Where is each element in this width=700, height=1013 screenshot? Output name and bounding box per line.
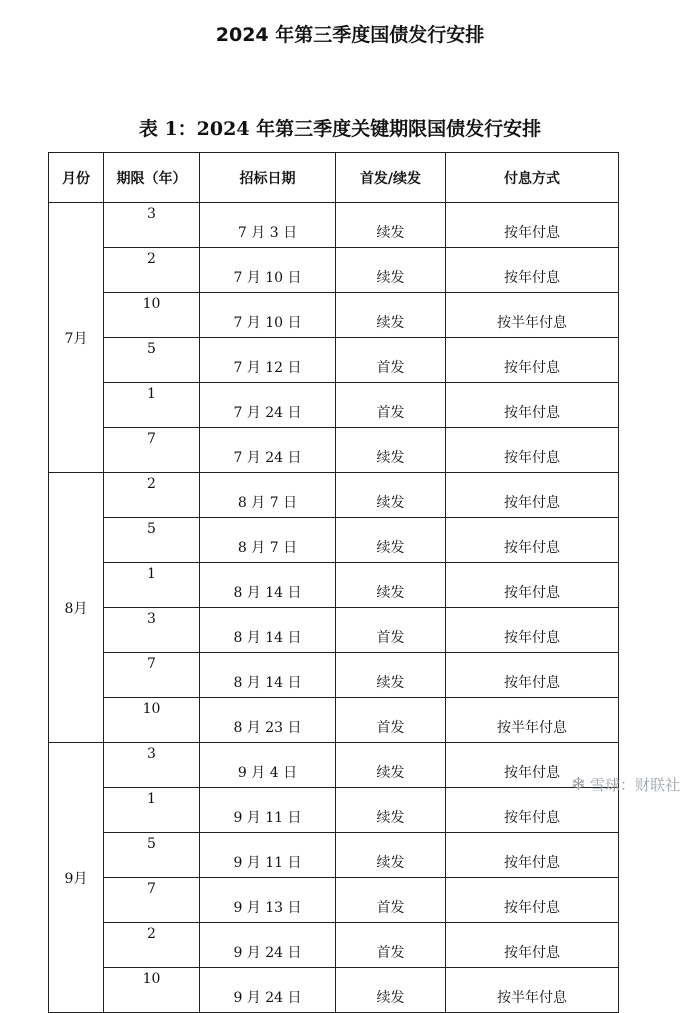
issue-type-cell: 续发 (336, 743, 446, 788)
auction-date-cell: 7 月 3 日 (200, 203, 336, 248)
month-cell: 8月 (49, 473, 104, 743)
auction-date-cell: 9 月 24 日 (200, 923, 336, 968)
term-cell: 3 (104, 743, 200, 788)
watermark (571, 774, 680, 795)
term-cell: 7 (104, 653, 200, 698)
table-row (49, 608, 619, 653)
term-cell: 7 (104, 428, 200, 473)
table-row (49, 923, 619, 968)
interest-method-cell: 按年付息 (446, 608, 619, 653)
auction-date-cell: 8 月 14 日 (200, 653, 336, 698)
auction-date-cell: 8 月 14 日 (200, 563, 336, 608)
table-title: 表 1：2024 年第三季度关键期限国债发行安排 (138, 118, 542, 140)
auction-date-cell: 8 月 23 日 (200, 698, 336, 743)
table-row (49, 968, 619, 1013)
term-cell: 2 (104, 923, 200, 968)
bond-issuance-table (48, 152, 619, 1013)
interest-method-cell: 按年付息 (446, 878, 619, 923)
term-cell: 5 (104, 338, 200, 383)
term-cell: 1 (104, 383, 200, 428)
auction-date-cell: 7 月 12 日 (200, 338, 336, 383)
auction-date-cell: 8 月 14 日 (200, 608, 336, 653)
issue-type-cell: 首发 (336, 338, 446, 383)
auction-date-cell: 9 月 4 日 (200, 743, 336, 788)
table-row (49, 563, 619, 608)
term-cell: 2 (104, 473, 200, 518)
interest-method-cell: 按年付息 (446, 338, 619, 383)
issue-type-cell: 首发 (336, 383, 446, 428)
header-month: 月份 (49, 153, 104, 203)
issue-type-cell: 续发 (336, 563, 446, 608)
term-cell: 5 (104, 833, 200, 878)
auction-date-cell: 9 月 11 日 (200, 788, 336, 833)
issue-type-cell: 续发 (336, 788, 446, 833)
interest-method-cell: 按年付息 (446, 518, 619, 563)
interest-method-cell: 按年付息 (446, 563, 619, 608)
table-row (49, 383, 619, 428)
auction-date-cell: 9 月 11 日 (200, 833, 336, 878)
term-cell: 3 (104, 203, 200, 248)
table-row (49, 788, 619, 833)
term-cell: 10 (104, 968, 200, 1013)
term-cell: 2 (104, 248, 200, 293)
issue-type-cell: 续发 (336, 203, 446, 248)
term-cell: 5 (104, 518, 200, 563)
issue-type-cell: 首发 (336, 923, 446, 968)
issue-type-cell: 续发 (336, 653, 446, 698)
interest-method-cell: 按半年付息 (446, 698, 619, 743)
header-issue-type: 首发/续发 (336, 153, 446, 203)
interest-method-cell: 按年付息 (446, 743, 619, 788)
term-cell: 3 (104, 608, 200, 653)
table-body (49, 203, 619, 1013)
interest-method-cell: 按半年付息 (446, 968, 619, 1013)
issue-type-cell: 首发 (336, 608, 446, 653)
auction-date-cell: 7 月 10 日 (200, 293, 336, 338)
table-row (49, 698, 619, 743)
term-cell: 1 (104, 788, 200, 833)
snowball-icon: ❄ (570, 774, 586, 795)
table-row (49, 473, 619, 518)
issue-type-cell: 续发 (336, 833, 446, 878)
table-row (49, 743, 619, 788)
table-row (49, 293, 619, 338)
interest-method-cell: 按半年付息 (446, 293, 619, 338)
interest-method-cell: 按年付息 (446, 833, 619, 878)
month-cell: 7月 (49, 203, 104, 473)
table-row (49, 833, 619, 878)
table-row (49, 518, 619, 563)
header-auction-date: 招标日期 (200, 153, 336, 203)
month-cell: 9月 (49, 743, 104, 1013)
interest-method-cell: 按年付息 (446, 653, 619, 698)
auction-date-cell: 7 月 24 日 (200, 428, 336, 473)
issue-type-cell: 续发 (336, 473, 446, 518)
interest-method-cell: 按年付息 (446, 383, 619, 428)
term-cell: 1 (104, 563, 200, 608)
issue-type-cell: 首发 (336, 878, 446, 923)
table-row (49, 878, 619, 923)
term-cell: 10 (104, 293, 200, 338)
auction-date-cell: 9 月 13 日 (200, 878, 336, 923)
auction-date-cell: 9 月 24 日 (200, 968, 336, 1013)
term-cell: 10 (104, 698, 200, 743)
interest-method-cell: 按年付息 (446, 788, 619, 833)
watermark-text: 雪球：财联社 (589, 776, 680, 794)
interest-method-cell: 按年付息 (446, 248, 619, 293)
table-header-row (49, 153, 619, 203)
issue-type-cell: 续发 (336, 518, 446, 563)
table-row (49, 338, 619, 383)
interest-method-cell: 按年付息 (446, 473, 619, 518)
issue-type-cell: 续发 (336, 248, 446, 293)
issue-type-cell: 续发 (336, 293, 446, 338)
table-row (49, 653, 619, 698)
auction-date-cell: 7 月 10 日 (200, 248, 336, 293)
interest-method-cell: 按年付息 (446, 203, 619, 248)
document-title: 2024 年第三季度国债发行安排 (215, 24, 485, 46)
table-row (49, 248, 619, 293)
table-row (49, 428, 619, 473)
interest-method-cell: 按年付息 (446, 923, 619, 968)
auction-date-cell: 8 月 7 日 (200, 518, 336, 563)
table-row (49, 203, 619, 248)
issue-type-cell: 续发 (336, 968, 446, 1013)
header-term: 期限（年） (104, 153, 200, 203)
issue-type-cell: 首发 (336, 698, 446, 743)
term-cell: 7 (104, 878, 200, 923)
header-interest-method: 付息方式 (446, 153, 619, 203)
auction-date-cell: 7 月 24 日 (200, 383, 336, 428)
interest-method-cell: 按年付息 (446, 428, 619, 473)
issue-type-cell: 续发 (336, 428, 446, 473)
auction-date-cell: 8 月 7 日 (200, 473, 336, 518)
